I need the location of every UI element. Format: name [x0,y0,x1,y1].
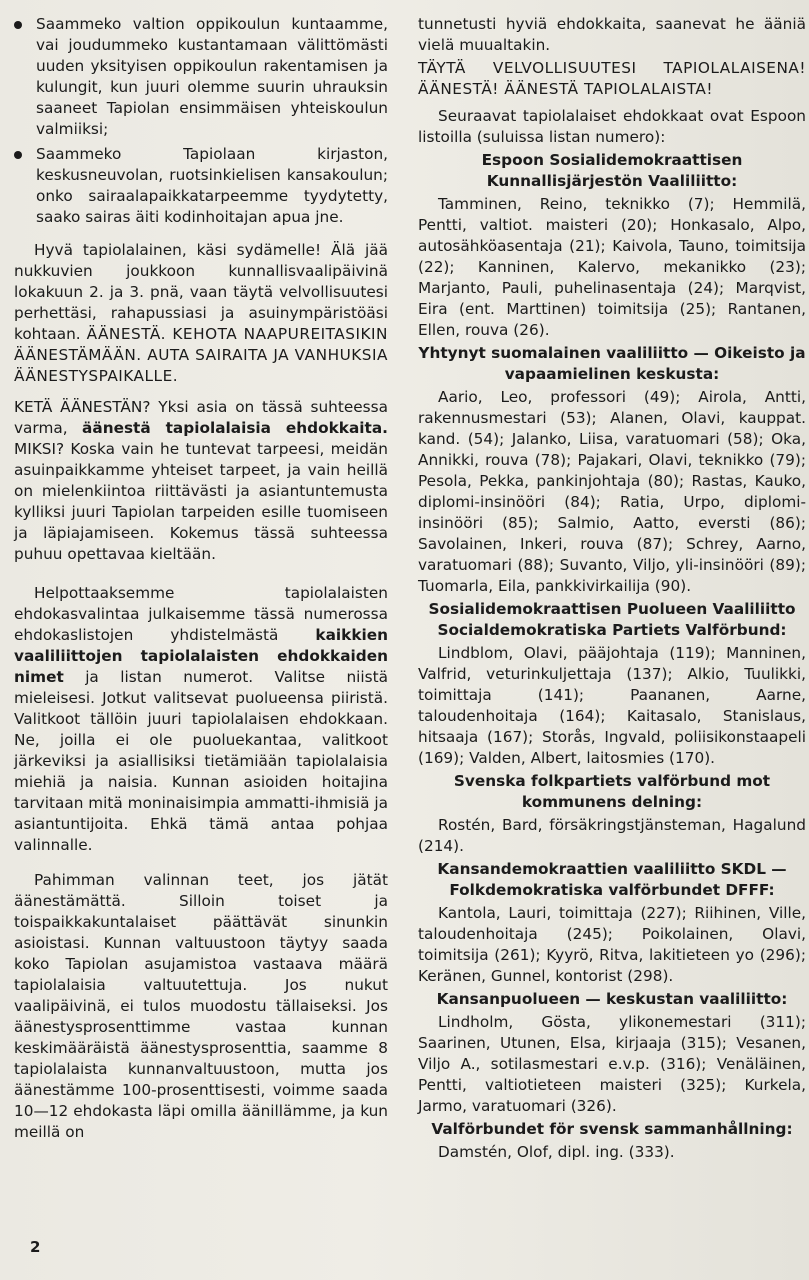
paragraph-candidate-list-intro: Helpottaaksemme tapiolalaisten ehdokasvalintaa julkaisemme tässä numerossa ehdokaslistojen yhdistelmästä kaikkien vaaliliittojen tapiolalaisten ehdokkaiden nimet ja listan numerot. Valitse niistä mieleisesi. Jotkut valitsevat puolueensa piiristä. Valitkoot tällöin juuri tapiolalaisen ehdokkaan. Ne, joilla ei ole puoluekantaa, valitkoot järkeviksi ja asiallisiksi tietämiään tapiolalaisia miehiä ja naisia. Kunnan asioiden hoitajina tarvitaan mitä moninaisimpia ammatti-ihmisiä ja asiantuntijoita. Ehkä tämä antaa pohjaa valinnalle. [14,584,388,854]
bullet-text-school: Saammeko valtion oppikoulun kuntaamme, vai joudummeko kustantamaan välittömästi uuden yksityisen oppikoulun rakentamisen ja kulungit, kun juuri olemme suurin uhrauksin saaneet Tapiolan ensimmäisen yhteiskoulun valmiiksi; [36,15,388,138]
group-heading: Svenska folkpartiets valförbund mot kommunens delning: [453,772,771,811]
group-heading: Kansanpuolueen — keskustan vaaliliitto: [436,990,788,1008]
group-heading: Kansandemokraattien vaaliliitto SKDL — Folkdemokratiska valförbundet DFFF: [437,860,787,899]
group-heading: Valförbundet för svensk sammanhållning: [431,1120,793,1138]
paragraph-who-to-vote: KETÄ ÄÄNESTÄN? Yksi asia on tässä suhteessa varma, äänestä tapiolalaisia ehdokkaita. MIKSI? Koska vain he tuntevat tarpeesi, meidän asuinpaikkamme yhteiset tarpeet, ja vain heillä on mielenkiintoa riittävästi ja asiantuntemusta kylliksi juuri Tapiolan tarpeiden esille tuomiseen ja läpiajamiseen. Kokemus tässä suhteessa puhuu opettavaa kieltään. [14,398,388,563]
candidate-list: Rostén, Bard, försäkringstjänsteman, Hagalund (214). [418,816,806,855]
paragraph-list-intro: Seuraavat tapiolalaiset ehdokkaat ovat Espoon listoilla (suluissa listan numero): [418,107,806,146]
paragraph-worst-choice: Pahimman valinnan teet, jos jätät äänestämättä. Silloin toiset ja toispaikkakuntalaiset päättävät sinunkin asioistasi. Kunnan valtuustoon täytyy saada koko Tapiolan asujamistoa vastaava määrä tapiolalaisia valtuutettuja. Jos nukut vaalipäivinä, ei tulos muodostu tällaiseksi. Jos äänestysprosenttimme vastaa kunnan keskimääräistä äänestysprosenttia, saamme 8 tapiolalaista kunnanvaltuustoon, mutta jos äänestämme 100-prosenttisesti, voimme saada 10—12 ehdokasta läpi omilla äänillämme, ja kun meillä on [14,871,388,1141]
candidate-group [418,859,806,987]
candidate-group [418,599,806,769]
bullet-item [14,14,388,140]
bullet-icon [14,151,22,159]
bullet-icon [14,21,22,29]
bold-emphasis: äänestä tapiolalaisia ehdokkaita. [82,419,388,437]
candidate-list: Damstén, Olof, dipl. ing. (333). [438,1143,675,1161]
candidate-list: Tamminen, Reino, teknikko (7); Hemmilä, Pentti, valtiot. maisteri (20); Honkasalo, Alpo, autosähköasentaja (21); Kaivola, Tauno, toimitsija (22); Kanninen, Kalervo, mekanikko (23); Marjanto, Pauli, puhelinasentaja (24); Marqvist, Eira (ent. Marttinen) toimitsija (25); Rantanen, Ellen, rouva (26). [418,195,806,339]
candidate-group [418,989,806,1117]
bullet-item [14,144,388,228]
candidate-list: Lindblom, Olavi, pääjohtaja (119); Manninen, Valfrid, veturinkuljettaja (137); Alkio, Tuulikki, toimittaja (141); Paananen, Aarne, taloudenhoitaja (164); Kaitasalo, Stanislaus, hitsaaja (167); Storås, Ingvald, poliisikonstaapeli (169); Valden, Albert, laitosmies (170). [418,644,806,767]
page-number: 2 [30,1238,41,1256]
group-heading: Yhtynyt suomalainen vaaliliitto — Oikeisto ja vapaamielinen keskusta: [418,344,806,383]
paragraph-continuation: tunnetusti hyviä ehdokkaita, saanevat he ääniä vielä muualtakin. [418,15,806,54]
right-column [418,14,806,1163]
candidate-list: Aario, Leo, professori (49); Airola, Antti, rakennusmestari (53); Alanen, Olavi, kauppat. kand. (54); Jalanko, Liisa, varatuomari (58); Oka, Annikki, rouva (78); Pajakari, Olavi, teknikko (79); Pesola, Pekka, pankinjohtaja (80); Rastas, Kauko, diplomi-insinööri (84); Ratia, Urpo, diplomi-insinööri (85); Salmio, Aatto, eversti (86); Savolainen, Inkeri, rouva (87); Schrey, Aarno, varatuomari (88); Suvanto, Viljo, yli-insinööri (89); Tuomarla, Eila, pankkivirkailija (90). [418,388,806,595]
caps-exhortation: TÄYTÄ VELVOLLISUUTESI TAPIOLALAISENA! ÄÄNESTÄ! ÄÄNESTÄ TAPIOLALAISTA! [418,59,806,98]
candidate-group [418,1119,806,1163]
candidate-group [418,343,806,597]
left-column [14,14,388,1153]
candidate-list: Kantola, Lauri, toimittaja (227); Riihinen, Ville, taloudenhoitaja (245); Poikolainen, Olavi, toimitsija (261); Kyyrö, Ritva, lakitieteen yo (296); Keränen, Gunnel, kontorist (298). [418,904,806,985]
group-heading: Sosialidemokraattisen Puolueen Vaaliliitto Socialdemokratiska Partiets Valförbund: [428,600,796,639]
candidate-list: Lindholm, Gösta, ylikonemestari (311); Saarinen, Utunen, Elsa, kirjaaja (315); Vesanen, Viljo A., sotilasmestari e.v.p. (316); Venäläinen, Pentti, valtiotieteen maisteri (325); Kurkela, Jarmo, varatuomari (326). [418,1013,806,1115]
bullet-text-library: Saammeko Tapiolaan kirjaston, keskusneuvolan, ruotsinkielisen kansakoulun; onko sairaalapaikkatarpeemme tyydytetty, saako sairas äiti kodinhoitajan apua jne. [36,145,388,226]
paragraph-appeal: Hyvä tapiolalainen, käsi sydämelle! Älä jää nukkuvien joukkoon kunnallisvaalipäivinä lokakuun 2. ja 3. pnä, vaan täytä velvollisuutesi perhettäsi, rahapussiasi ja asuinympäristöäsi kohtaan. ÄÄNESTÄ. KEHOTA NAAPUREITASIKIN ÄÄNESTÄMÄÄN. AUTA SAIRAITA JA VANHUKSIA ÄÄNESTYSPAIKALLE. [14,241,388,385]
bold-emphasis: kaikkien vaaliliittojen tapiolalaisten ehdokkaiden nimet [14,626,388,686]
candidate-group [418,150,806,341]
group-heading: Espoon Sosialidemokraattisen Kunnallisjärjestön Vaaliliitto: [481,151,743,190]
caps-exhortation: ÄÄNESTÄ. KEHOTA NAAPUREITASIKIN ÄÄNESTÄMÄÄN. AUTA SAIRAITA JA VANHUKSIA ÄÄNESTYSPAIKALLE. [14,325,388,385]
candidate-group [418,771,806,857]
